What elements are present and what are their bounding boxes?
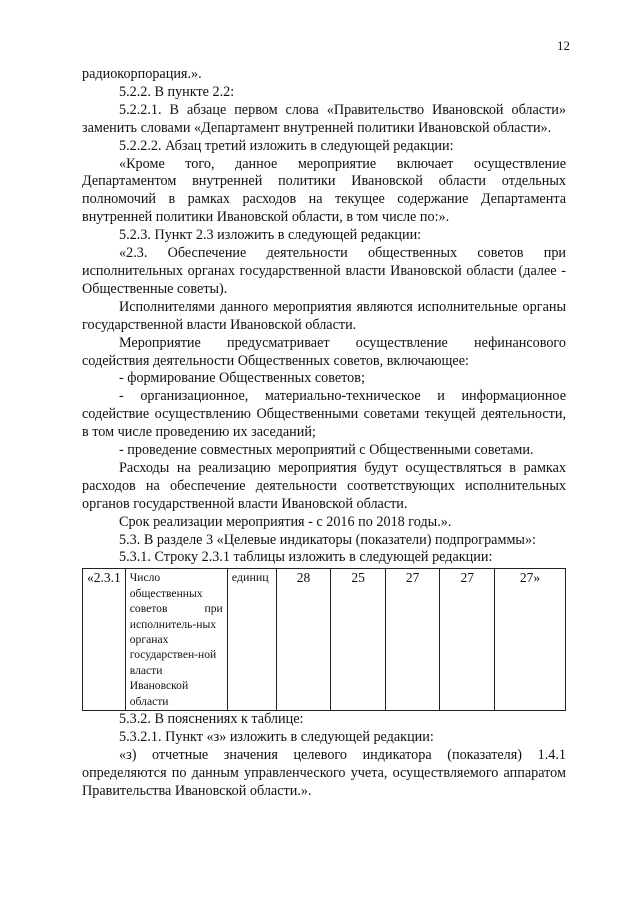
unit-cell: единиц [227, 569, 276, 711]
paragraph: - организационное, материально-техническое и информационное содействие осуществлению Общественными советами текущей деятельности, в том числе проведению их заседаний; [82, 388, 566, 441]
page-number: 12 [557, 38, 570, 53]
paragraph: - формирование Общественных советов; [119, 370, 365, 387]
paragraph: радиокорпорация.». [82, 66, 202, 82]
indicator-name-cell: Число общественных советов при исполнитель-ных органах государствен-ной власти Ивановской области [125, 569, 227, 711]
value-cell-3: 27 [385, 569, 440, 711]
paragraph: 5.2.2.2. Абзац третий изложить в следующей редакции: [119, 137, 454, 154]
paragraph: 5.3. В разделе 3 «Целевые индикаторы (показатели) подпрограммы»: [119, 531, 536, 548]
paragraph: Срок реализации мероприятия - с 2016 по 2018 годы.». [119, 513, 452, 530]
paragraph: Расходы на реализацию мероприятия будут осуществляться в рамках расходов на обеспечение деятельности соответствующих исполнительных органов государственной власти Ивановской области. [82, 459, 566, 512]
value-cell-4: 27 [440, 569, 495, 711]
paragraph: Мероприятие предусматривает осуществление нефинансового содействия деятельности Общественных советов, включающее: [82, 334, 566, 369]
paragraph: - проведение совместных мероприятий с Общественными советами. [119, 442, 534, 459]
paragraph: 5.3.2. В пояснениях к таблице: [119, 711, 304, 728]
paragraph: 5.2.2.1. В абзаце первом слова «Правительство Ивановской области» заменить словами «Департамент внутренней политики Ивановской области». [82, 101, 566, 136]
paragraph: «2.3. Обеспечение деятельности общественных советов при исполнительных органах государственной власти Ивановской области (далее - Общественные советы). [82, 245, 566, 297]
paragraph: 5.3.2.1. Пункт «з» изложить в следующей редакции: [119, 728, 434, 745]
paragraph: 5.2.2. В пункте 2.2: [119, 83, 235, 100]
paragraphs-before-table [82, 66, 566, 567]
value-cell-2: 25 [331, 569, 386, 711]
paragraphs-after-table [82, 711, 566, 801]
indicator-table [82, 568, 566, 711]
value-cell-5: 27» [495, 569, 566, 711]
paragraph: 5.3.1. Строку 2.3.1 таблицы изложить в следующей редакции: [119, 549, 493, 566]
paragraph: 5.2.3. Пункт 2.3 изложить в следующей редакции: [119, 227, 422, 244]
table-row [83, 569, 566, 711]
value-cell-1: 28 [276, 569, 331, 711]
paragraph: Исполнителями данного мероприятия являются исполнительные органы государственной власти Ивановской области. [82, 298, 566, 333]
paragraph: «з) отчетные значения целевого индикатора (показателя) 1.4.1 определяются по данным управленческого учета, осуществляемого аппаратом Правительства Ивановской области.». [82, 746, 566, 799]
paragraph: «Кроме того, данное мероприятие включает осуществление Департаментом внутренней политики Ивановской области отдельных полномочий в рамках расходов на текущее содержание Департамента внутренней политики Ивановской области, в том числе по:». [82, 155, 566, 226]
row-number-cell: «2.3.1 [83, 569, 126, 711]
document-body [82, 66, 566, 801]
